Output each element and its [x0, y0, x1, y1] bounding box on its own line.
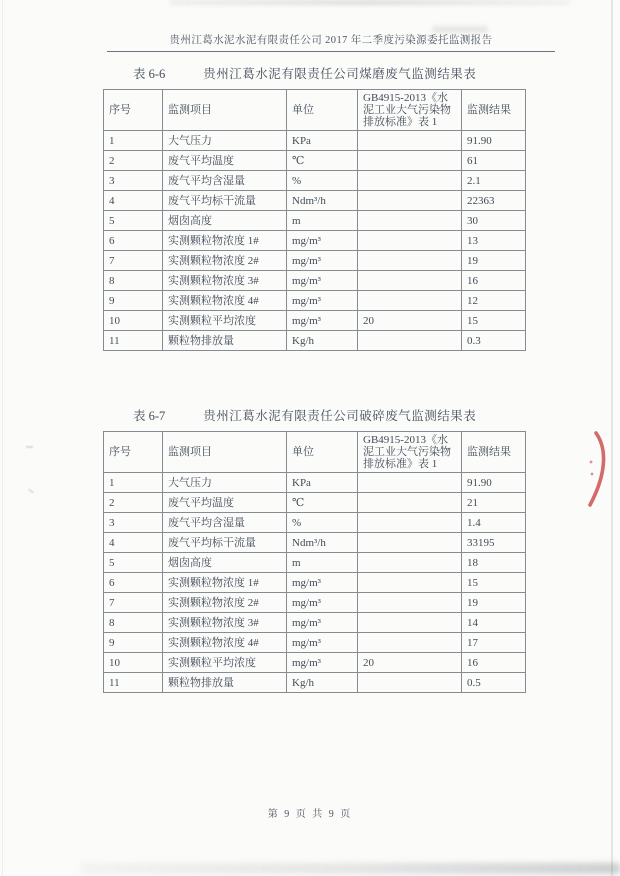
- table-cell: 15: [462, 573, 526, 593]
- table-cell: 11: [104, 331, 163, 351]
- table-cell: 实测颗粒物浓度 3#: [163, 613, 287, 633]
- table-cell: [358, 493, 462, 513]
- table-cell: mg/m³: [287, 251, 358, 271]
- table-cell: 91.90: [462, 473, 526, 493]
- column-header: 序号: [104, 432, 163, 473]
- table-cell: mg/m³: [287, 613, 358, 633]
- table-cell: 6: [104, 573, 163, 593]
- table-cell: [358, 533, 462, 553]
- table-cell: 0.5: [462, 673, 526, 693]
- table-cell: 大气压力: [163, 131, 287, 151]
- table-cell: [358, 211, 462, 231]
- table-cell: Ndm³/h: [287, 533, 358, 553]
- table-cell: 实测颗粒平均浓度: [163, 311, 287, 331]
- table-cell: 4: [104, 191, 163, 211]
- table-label: 表 6-6: [133, 67, 166, 81]
- table-cell: 1: [104, 473, 163, 493]
- monitoring-table-crushing: [103, 431, 526, 693]
- table-cell: 1: [104, 131, 163, 151]
- table-cell: 颗粒物排放量: [163, 331, 287, 351]
- table-cell: %: [287, 513, 358, 533]
- table-cell: [358, 191, 462, 211]
- scan-artifact-mark: [28, 488, 34, 493]
- table-cell: ℃: [287, 151, 358, 171]
- table-cell: 30: [462, 211, 526, 231]
- table-cell: 20: [358, 311, 462, 331]
- table-cell: [358, 573, 462, 593]
- table-cell: m: [287, 211, 358, 231]
- table-cell: 3: [104, 513, 163, 533]
- table-cell: 61: [462, 151, 526, 171]
- table-cell: 7: [104, 251, 163, 271]
- table-caption: [103, 406, 525, 424]
- table-cell: Kg/h: [287, 673, 358, 693]
- table-cell: 19: [462, 593, 526, 613]
- table-section-crushing: [103, 406, 525, 693]
- table-cell: m: [287, 553, 358, 573]
- red-stamp-dot: [590, 461, 593, 464]
- table-cell: 实测颗粒物浓度 1#: [163, 573, 287, 593]
- table-caption: [103, 64, 525, 82]
- table-row: [104, 151, 526, 171]
- table-cell: 5: [104, 553, 163, 573]
- table-cell: 91.90: [462, 131, 526, 151]
- table-row: [104, 231, 526, 251]
- scan-artifact-top: [170, 0, 570, 5]
- table-cell: KPa: [287, 131, 358, 151]
- page-number: 第 9 页 共 9 页: [267, 809, 353, 820]
- column-header: 监测项目: [163, 432, 287, 473]
- header-rule: [107, 51, 555, 52]
- table-cell: mg/m³: [287, 311, 358, 331]
- table-cell: 大气压力: [163, 473, 287, 493]
- table-cell: mg/m³: [287, 633, 358, 653]
- column-header: 序号: [104, 90, 163, 131]
- table-cell: 4: [104, 533, 163, 553]
- table-cell: 0.3: [462, 331, 526, 351]
- table-cell: 实测颗粒物浓度 1#: [163, 231, 287, 251]
- table-cell: 12: [462, 291, 526, 311]
- table-label: 表 6-7: [133, 409, 166, 423]
- table-cell: [358, 513, 462, 533]
- red-stamp-mark: [584, 431, 614, 509]
- table-row: [104, 311, 526, 331]
- table-cell: [358, 331, 462, 351]
- table-cell: [358, 613, 462, 633]
- table-cell: 20: [358, 653, 462, 673]
- table-cell: [358, 251, 462, 271]
- table-cell: 烟囱高度: [163, 211, 287, 231]
- table-cell: 废气平均含湿量: [163, 171, 287, 191]
- table-cell: mg/m³: [287, 231, 358, 251]
- table-cell: 16: [462, 271, 526, 291]
- table-cell: 实测颗粒物浓度 3#: [163, 271, 287, 291]
- table-cell: mg/m³: [287, 653, 358, 673]
- table-row: [104, 493, 526, 513]
- table-cell: 8: [104, 613, 163, 633]
- table-cell: KPa: [287, 473, 358, 493]
- table-cell: [358, 231, 462, 251]
- table-row: [104, 291, 526, 311]
- table-cell: 16: [462, 653, 526, 673]
- report-header-title: 贵州江葛水泥水泥有限责任公司 2017 年二季度污染源委托监测报告: [169, 35, 493, 46]
- table-cell: [358, 553, 462, 573]
- table-row: [104, 251, 526, 271]
- table-cell: 废气平均标干流量: [163, 191, 287, 211]
- column-header: 单位: [287, 90, 358, 131]
- table-cell: [358, 171, 462, 191]
- table-cell: [358, 473, 462, 493]
- table-cell: %: [287, 171, 358, 191]
- table-title: 贵州江葛水泥有限责任公司破碎废气监测结果表: [203, 409, 477, 423]
- table-cell: 3: [104, 171, 163, 191]
- column-header: 监测项目: [163, 90, 287, 131]
- table-cell: 实测颗粒物浓度 4#: [163, 633, 287, 653]
- table-cell: [358, 673, 462, 693]
- table-cell: [358, 271, 462, 291]
- table-cell: 废气平均温度: [163, 151, 287, 171]
- table-cell: 8: [104, 271, 163, 291]
- report-header: [107, 32, 555, 47]
- table-cell: [358, 151, 462, 171]
- table-row: [104, 131, 526, 151]
- table-cell: 13: [462, 231, 526, 251]
- table-cell: [358, 291, 462, 311]
- table-cell: 18: [462, 553, 526, 573]
- table-cell: 11: [104, 673, 163, 693]
- table-header-row: [104, 432, 526, 473]
- table-row: [104, 171, 526, 191]
- table-cell: 实测颗粒平均浓度: [163, 653, 287, 673]
- table-cell: mg/m³: [287, 291, 358, 311]
- monitoring-table-coal-mill: [103, 89, 526, 351]
- table-row: [104, 331, 526, 351]
- table-cell: 10: [104, 653, 163, 673]
- table-cell: 颗粒物排放量: [163, 673, 287, 693]
- red-stamp-arc: [590, 433, 604, 505]
- table-cell: 15: [462, 311, 526, 331]
- table-cell: 17: [462, 633, 526, 653]
- table-cell: mg/m³: [287, 271, 358, 291]
- table-cell: 6: [104, 231, 163, 251]
- table-cell: 33195: [462, 533, 526, 553]
- column-header: GB4915-2013《水泥工业大气污染物排放标准》表 1: [358, 90, 462, 131]
- table-row: [104, 513, 526, 533]
- table-cell: 9: [104, 291, 163, 311]
- table-cell: 废气平均温度: [163, 493, 287, 513]
- table-cell: 9: [104, 633, 163, 653]
- table-cell: 实测颗粒物浓度 2#: [163, 593, 287, 613]
- table-cell: mg/m³: [287, 573, 358, 593]
- column-header: GB4915-2013《水泥工业大气污染物排放标准》表 1: [358, 432, 462, 473]
- table-cell: Ndm³/h: [287, 191, 358, 211]
- table-cell: 1.4: [462, 513, 526, 533]
- table-row: [104, 573, 526, 593]
- table-cell: 废气平均含湿量: [163, 513, 287, 533]
- table-cell: 14: [462, 613, 526, 633]
- table-cell: 实测颗粒物浓度 4#: [163, 291, 287, 311]
- table-row: [104, 473, 526, 493]
- table-cell: 废气平均标干流量: [163, 533, 287, 553]
- table-row: [104, 191, 526, 211]
- scan-artifact-mark: [26, 446, 33, 448]
- table-cell: [358, 593, 462, 613]
- table-cell: 7: [104, 593, 163, 613]
- table-cell: 实测颗粒物浓度 2#: [163, 251, 287, 271]
- table-cell: 5: [104, 211, 163, 231]
- table-cell: mg/m³: [287, 593, 358, 613]
- table-cell: ℃: [287, 493, 358, 513]
- table-row: [104, 553, 526, 573]
- table-cell: 2: [104, 493, 163, 513]
- table-row: [104, 271, 526, 291]
- table-row: [104, 613, 526, 633]
- table-header-row: [104, 90, 526, 131]
- scan-artifact-bottom: [80, 863, 620, 874]
- scan-artifact-left-edge: [2, 0, 3, 876]
- table-cell: 22363: [462, 191, 526, 211]
- red-stamp-dot: [591, 473, 594, 476]
- column-header: 监测结果: [462, 432, 526, 473]
- table-row: [104, 593, 526, 613]
- table-row: [104, 633, 526, 653]
- table-title: 贵州江葛水泥有限责任公司煤磨废气监测结果表: [203, 67, 477, 81]
- table-row: [104, 211, 526, 231]
- table-cell: [358, 131, 462, 151]
- table-cell: 2.1: [462, 171, 526, 191]
- table-section-coal-mill: [103, 64, 525, 351]
- table-cell: 2: [104, 151, 163, 171]
- table-cell: 21: [462, 493, 526, 513]
- table-row: [104, 673, 526, 693]
- table-cell: 烟囱高度: [163, 553, 287, 573]
- table-cell: Kg/h: [287, 331, 358, 351]
- table-cell: [358, 633, 462, 653]
- column-header: 监测结果: [462, 90, 526, 131]
- table-cell: 10: [104, 311, 163, 331]
- column-header: 单位: [287, 432, 358, 473]
- page-footer: [0, 805, 620, 820]
- table-row: [104, 653, 526, 673]
- table-cell: 19: [462, 251, 526, 271]
- table-row: [104, 533, 526, 553]
